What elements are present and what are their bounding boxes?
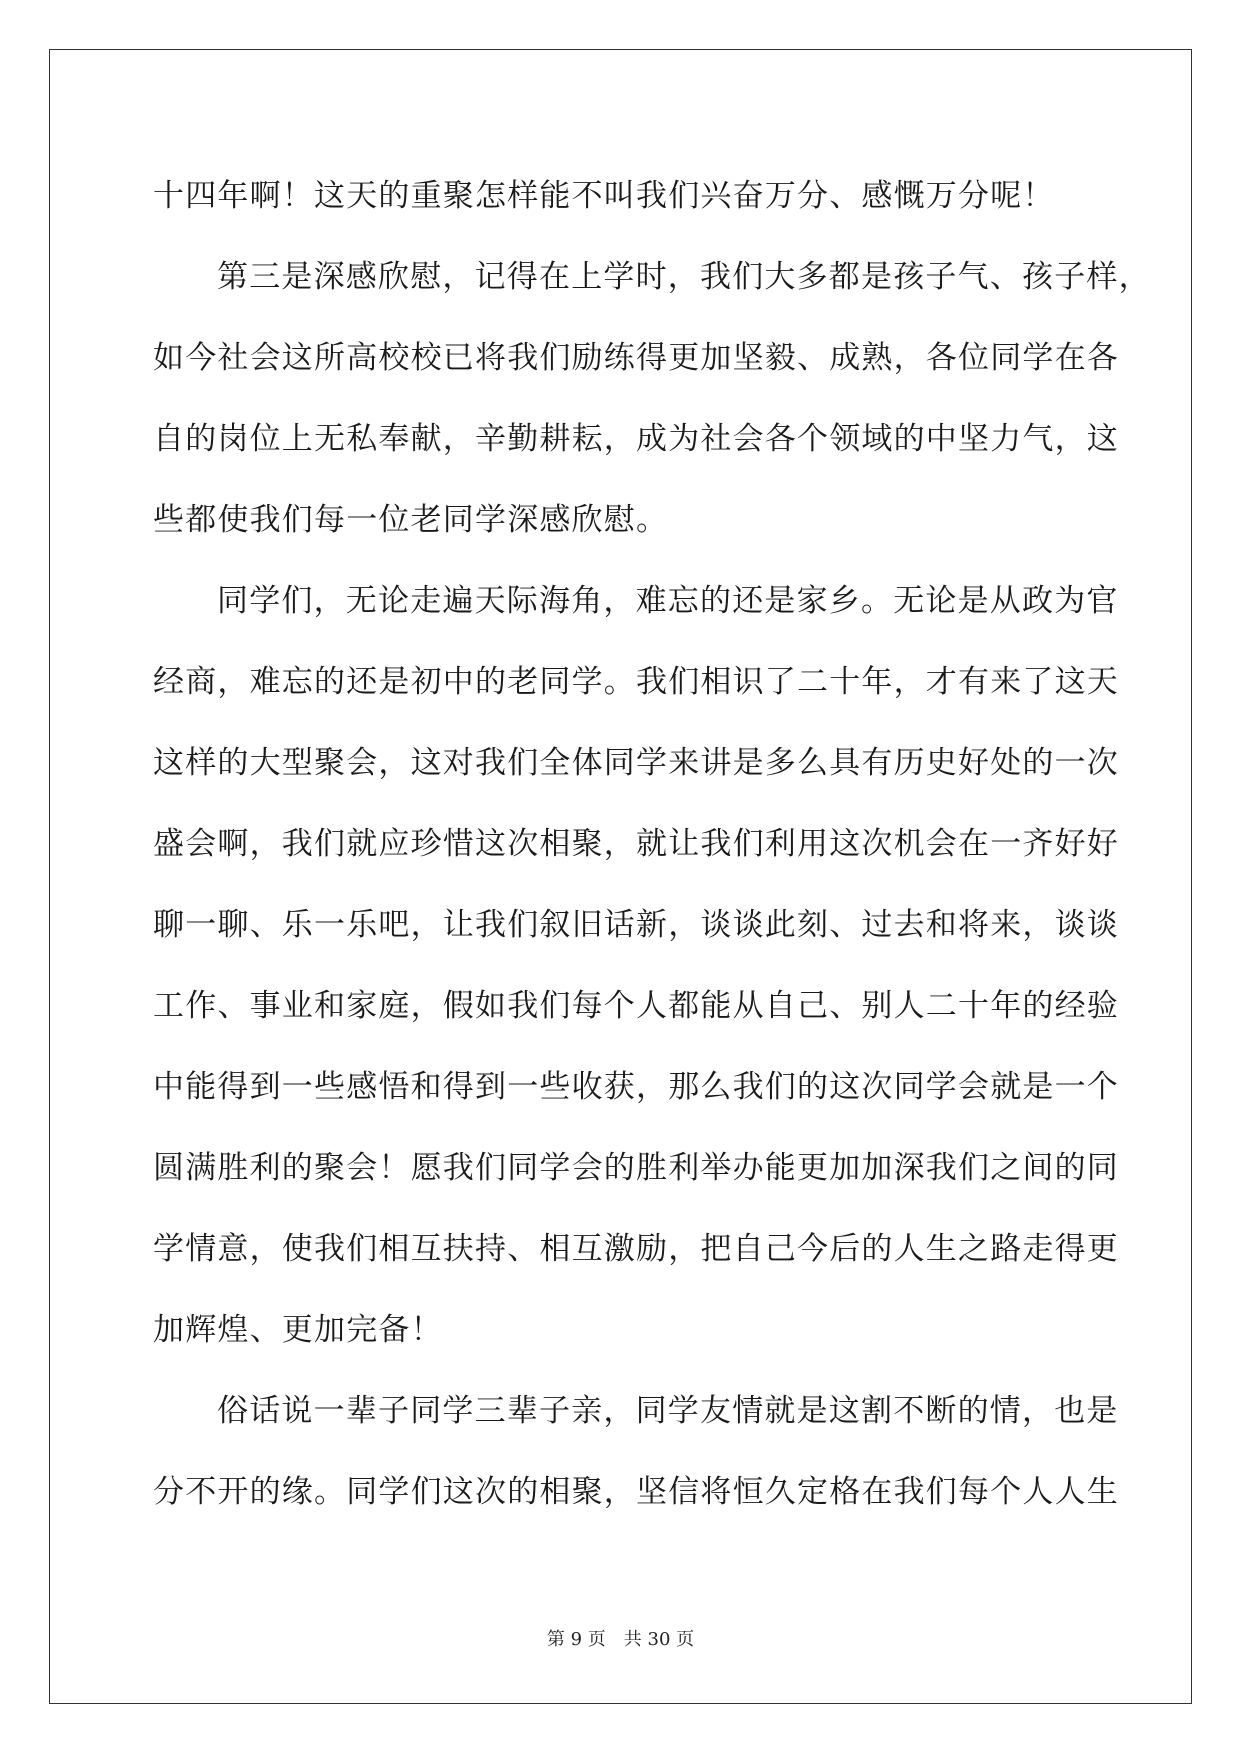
body-line: 圆满胜利的聚会！愿我们同学会的胜利举办能更加加深我们之间的同 xyxy=(153,1150,1119,1186)
body-line: 些都使我们每一位老同学深感欣慰。 xyxy=(153,502,669,538)
body-line: 盛会啊，我们就应珍惜这次相聚，就让我们利用这次机会在一齐好好 xyxy=(153,826,1119,862)
document-body xyxy=(153,156,1151,1533)
body-line: 加辉煌、更加完备！ xyxy=(153,1312,443,1348)
page-number-footer: 第 9 页 共 30 页 xyxy=(546,1629,695,1650)
body-line: 分不开的缘。同学们这次的相聚，坚信将恒久定格在我们每个人人生 xyxy=(153,1474,1119,1510)
body-line: 同学们，无论走遍天际海角，难忘的还是家乡。无论是从政为官 xyxy=(217,583,1119,619)
body-line: 经商，难忘的还是初中的老同学。我们相识了二十年，才有来了这天 xyxy=(153,664,1119,700)
body-line: 这样的大型聚会，这对我们全体同学来讲是多么具有历史好处的一次 xyxy=(153,745,1119,781)
body-line: 如今社会这所高校校已将我们励练得更加坚毅、成熟，各位同学在各 xyxy=(153,340,1119,376)
body-line: 俗话说一辈子同学三辈子亲，同学友情就是这割不断的情，也是 xyxy=(217,1393,1119,1429)
body-line: 自的岗位上无私奉献，辛勤耕耘，成为社会各个领域的中坚力气，这 xyxy=(153,421,1119,457)
body-line: 工作、事业和家庭，假如我们每个人都能从自己、别人二十年的经验 xyxy=(153,988,1119,1024)
body-line: 十四年啊！这天的重聚怎样能不叫我们兴奋万分、感慨万分呢！ xyxy=(153,178,1055,214)
body-line: 聊一聊、乐一乐吧，让我们叙旧话新，谈谈此刻、过去和将来，谈谈 xyxy=(153,907,1119,943)
body-line: 学情意，使我们相互扶持、相互激励，把自己今后的人生之路走得更 xyxy=(153,1231,1119,1267)
body-line: 第三是深感欣慰，记得在上学时，我们大多都是孩子气、孩子样， xyxy=(217,259,1151,295)
body-line: 中能得到一些感悟和得到一些收获，那么我们的这次同学会就是一个 xyxy=(153,1069,1119,1105)
